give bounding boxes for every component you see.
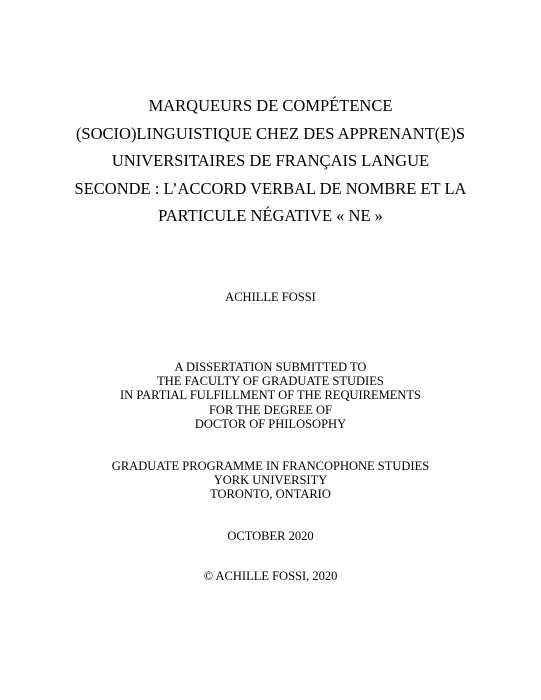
dissertation-line: THE FACULTY OF GRADUATE STUDIES xyxy=(157,374,384,389)
programme-info xyxy=(0,459,541,502)
dissertation-line: DOCTOR OF PHILOSOPHY xyxy=(194,416,347,431)
programme-line: GRADUATE PROGRAMME IN FRANCOPHONE STUDIES xyxy=(111,459,430,473)
title-line: SECONDE : L’ACCORD VERBAL DE NOMBRE ET LA xyxy=(74,178,467,198)
thesis-title xyxy=(0,92,541,230)
dissertation-statement xyxy=(0,360,541,431)
author-name: ACHILLE FOSSI xyxy=(225,290,316,304)
title-line: (SOCIO)LINGUISTIQUE CHEZ DES APPRENANT(E)S xyxy=(75,123,466,143)
dissertation-line: A DISSERTATION SUBMITTED TO xyxy=(174,360,367,374)
submission-date: OCTOBER 2020 xyxy=(227,529,314,543)
title-line: PARTICULE NÉGATIVE « NE » xyxy=(158,206,383,226)
programme-line: TORONTO, ONTARIO xyxy=(210,487,331,502)
title-line: MARQUEURS DE COMPÉTENCE xyxy=(148,96,393,115)
dissertation-line: FOR THE DEGREE OF xyxy=(208,402,333,417)
dissertation-line: IN PARTIAL FULFILLMENT OF THE REQUIREMENTS xyxy=(120,388,421,403)
title-line: UNIVERSITAIRES DE FRANÇAIS LANGUE xyxy=(111,151,430,171)
copyright-notice: © ACHILLE FOSSI, 2020 xyxy=(203,569,338,583)
programme-line: YORK UNIVERSITY xyxy=(213,473,328,488)
